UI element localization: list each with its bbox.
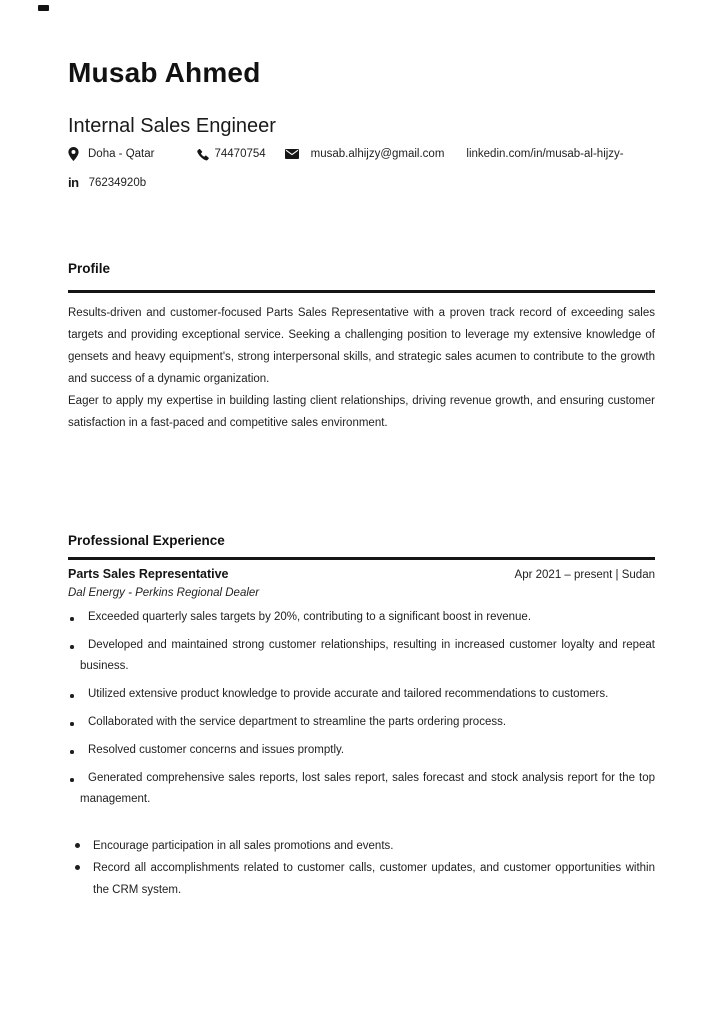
profile-paragraph: Eager to apply my expertise in building lasting client relationships, driving revenue growth, and ensuring customer satisfaction in a fast-paced and competitive sales environment. xyxy=(68,395,655,429)
contact-phone xyxy=(196,148,265,161)
job-bullet: Resolved customer concerns and issues promptly. xyxy=(68,740,655,761)
person-job-title: Internal Sales Engineer xyxy=(68,115,276,137)
contact-row xyxy=(68,147,655,161)
location-pin-icon xyxy=(68,147,79,161)
job-secondary-bullet-list xyxy=(68,835,655,901)
linkedin-icon: in xyxy=(68,175,79,190)
contact-linkedin-url: linkedin.com/in/musab-al-hijzy- xyxy=(466,148,624,160)
profile-section-heading: Profile xyxy=(68,261,111,276)
contact-location xyxy=(68,147,154,161)
experience-section-rule xyxy=(68,557,655,560)
contact-phone-text: 74470754 xyxy=(214,148,266,160)
job-bullet-list xyxy=(68,607,655,810)
envelope-icon xyxy=(285,149,299,159)
person-name: Musab Ahmed xyxy=(68,57,261,88)
job-company: Dal Energy - Perkins Regional Dealer xyxy=(68,587,260,599)
contact-linkedin-suffix: 76234920b xyxy=(88,176,147,189)
job-role: Parts Sales Representative xyxy=(68,567,229,581)
job-bullet: Utilized extensive product knowledge to provide accurate and tailored recommendations to customers. xyxy=(68,684,655,705)
profile-summary xyxy=(68,302,655,434)
experience-section-heading: Professional Experience xyxy=(68,533,225,548)
job-secondary-bullet: Encourage participation in all sales promotions and events. xyxy=(68,835,655,857)
contact-email-text: musab.alhijzy@gmail.com xyxy=(310,148,445,160)
profile-paragraph: Results-driven and customer-focused Parts Sales Representative with a proven track record of exceeding sales targets and providing exceptional service. Seeking a challenging position to leverage my extensive knowledge of gensets and heavy equipment's, strong interpersonal skills, and strategic sales acumen to contribute to the growth and success of a dynamic organization. xyxy=(68,307,655,385)
contact-email xyxy=(285,148,445,160)
job-secondary-bullet: Record all accomplishments related to customer calls, customer updates, and customer opportunities within the CRM system. xyxy=(68,857,655,901)
profile-section-rule xyxy=(68,290,655,293)
contact-row-linkedin xyxy=(68,175,655,190)
contact-location-text: Doha - Qatar xyxy=(88,148,155,160)
job-bullet: Collaborated with the service department to streamline the parts ordering process. xyxy=(68,712,655,733)
job-bullet: Generated comprehensive sales reports, lost sales report, sales forecast and stock analysis report for the top management. xyxy=(68,768,655,810)
job-bullet: Exceeded quarterly sales targets by 20%, contributing to a significant boost in revenue. xyxy=(68,607,655,628)
job-dates-location: Apr 2021 – present | Sudan xyxy=(514,569,655,581)
job-header xyxy=(68,567,655,581)
phone-icon xyxy=(196,148,209,161)
page-corner-mark xyxy=(38,5,49,11)
job-bullet: Developed and maintained strong customer relationships, resulting in increased customer loyalty and repeat business. xyxy=(68,635,655,677)
